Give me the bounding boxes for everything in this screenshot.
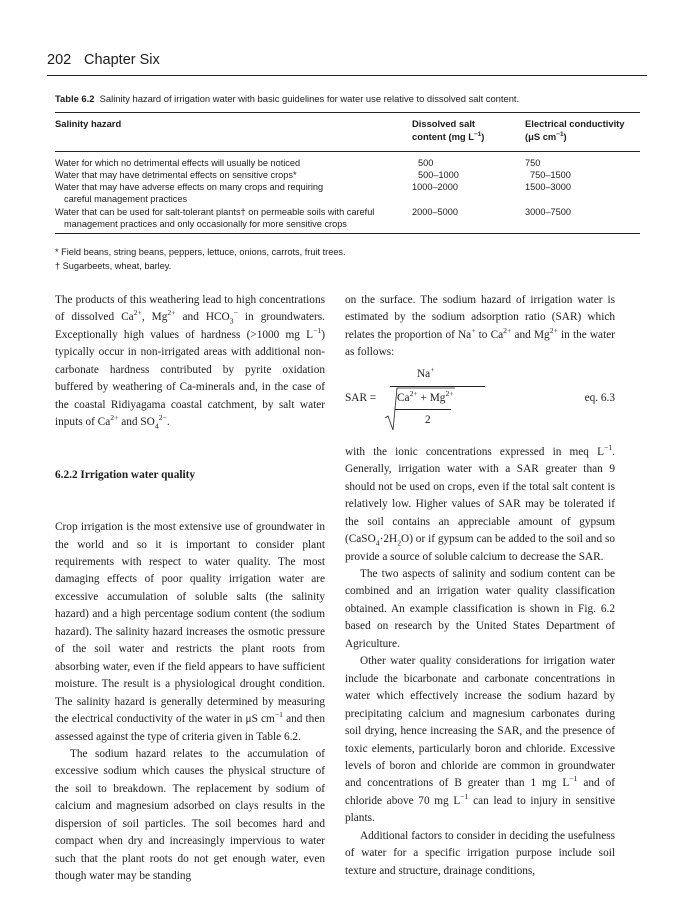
table-header-salt-line1: Dissolved salt (412, 118, 476, 129)
paragraph-sar-limits: with the ionic concentrations expressed in meq $L^{-1}$. Generally, irrigation water with a SAR greater than 9 should not be used on crops, even if the total salt content is relatively low. Higher values of SAR may be tolerated if the soil contains an appreciable amount of gypsum $(CaSO_4\cdot 2H_2O)$ or if gypsum can be added to the soil and so provide a source of soluble calcium to decrease the SAR. (345, 443, 615, 563)
equation-lhs: SAR = (345, 391, 377, 404)
equation-label: eq. 6.3 (584, 391, 615, 404)
chapter-title: Chapter Six (84, 52, 160, 68)
right-column (345, 292, 615, 880)
table-bottom-rule (55, 233, 640, 234)
table-row-4-hazard-line2: management practices and only occasionally for more sensitive crops (64, 219, 347, 229)
table-row-2-cond: 750–1500 (530, 170, 571, 180)
equation-inner-denominator: 2 (425, 413, 431, 426)
header-rule (47, 75, 647, 76)
table-header-conductivity (525, 117, 625, 143)
table-row-3-salt: 1000–2000 (412, 182, 458, 192)
sar-equation (345, 362, 615, 444)
left-column (55, 292, 325, 886)
paragraph-sar-intro: on the surface. The sodium hazard of irrigation water is estimated by the sodium adsorption ratio (SAR) which relates the proportion of Na+ to $Ca^{2+}$ and $Mg^{2+}$ in the water as follows: (345, 294, 615, 359)
table-caption-label: Table 6.2 (55, 93, 95, 104)
equation-inner-bar (395, 409, 451, 410)
table-header-salt-line2: content (mg $L^{-1}$) (412, 130, 485, 142)
equation-numerator: Na+ (417, 365, 435, 380)
equation-inner-numerator: $Ca^{2+} + Mg^{2+}$ (397, 389, 454, 404)
paragraph-other-considerations: Other water quality considerations for irrigation water include the bicarbonate and carbonate concentrations in water which effectively increase the sodium hazard by precipitating calcium and magnesium carbonates during soil drying, hence increasing the SAR, and the presence of toxic elements, particularly boron and chloride. Excessive levels of boron and chloride are common in groundwater and concentrations of B greater than 1 mg $L^{-1}$ and of chloride above 70 mg $L^{-1}$ can lead to injury in sensitive plants. (345, 655, 616, 825)
table-footnote-2: † Sugarbeets, wheat, barley. (55, 261, 172, 271)
paragraph-weathering: The products of this weathering lead to high concentrations of dissolved $Ca^{2+}$, $Mg^{2+}$ and $HCO_3^-$ in groundwaters. Exceptionally high values of hardness (>1000 mg $L^{-1}$) typically occur in non-irrigated areas with additional non-carbonate hardness contributed by pyrite oxidation buffered by weathering of Ca-minerals and, in the case of the coastal Ridiyagama coastal catchment, by salt water inputs of $Ca^{2+}$ and $SO_4^{2-}$. (55, 294, 326, 431)
table-row-1-hazard: Water for which no detrimental effects will usually be noticed (55, 158, 301, 168)
table-caption (55, 93, 519, 104)
equation-fraction-bar (390, 386, 485, 387)
paragraph-sodium-hazard: The sodium hazard relates to the accumulation of excessive sodium which causes the physical structure of the soil to breakdown. The replacement by sodium of calcium and magnesium adsorbed on clays results in the dispersion of soil particles. The soil becomes hard and compact when dry and increasingly impervious to water such that the plant roots do not get enough water, even though water may be standing (55, 747, 325, 883)
section-heading: 6.2.2 Irrigation water quality (55, 468, 196, 481)
table-row-3-hazard-line2: careful management practices (64, 194, 188, 204)
table-row-2-hazard: Water that may have detrimental effects on sensitive crops* (55, 170, 297, 180)
table-caption-text: Salinity hazard of irrigation water with basic guidelines for water use relative to dissolved salt content. (99, 93, 520, 104)
page-number: 202 (47, 52, 72, 68)
table-top-rule (55, 112, 640, 113)
table-row-4-hazard-line1: Water that can be used for salt-tolerant plants† on permeable soils with careful (55, 207, 375, 217)
table-row-3-hazard-line1: Water that may have adverse effects on many crops and requiring (55, 182, 324, 192)
table-row-1-cond: 750 (525, 158, 541, 168)
table-header-cond-line2: (μS $cm^{-1}$) (525, 130, 567, 142)
paragraph-classification: The two aspects of salinity and sodium content can be combined and an irrigation water quality classification obtained. An example classification is shown in Fig. 6.2 based on research by the United States Department of Agriculture. (345, 567, 615, 650)
table-row-3-cond: 1500–3000 (525, 182, 571, 192)
table-header-rule (55, 151, 640, 152)
table-footnote-1: * Field beans, string beans, peppers, lettuce, onions, carrots, fruit trees. (55, 247, 346, 257)
table-row-1-salt: 500 (418, 158, 434, 168)
paragraph-irrigation: Crop irrigation is the most extensive use of groundwater in the world and so it is important to consider plant requirements with respect to water quality. The most damaging effects of poor quality irrigation water are excessive accumulation of soluble salts (the salinity hazard) and a high percentage sodium content (the sodium hazard). The salinity hazard increases the osmotic pressure of the soil water and restricts the plant roots from absorbing water, even if the field appears to have sufficient moisture. The result is a physiological drought condition. The salinity hazard is generally determined by measuring the electrical conductivity of the water in μS $cm^{-1}$ and then assessed against the type of criteria given in Table 6.2. (55, 521, 325, 743)
table-header-salt (412, 117, 484, 143)
table-header-hazard: Salinity hazard (55, 118, 122, 129)
table-header-cond-line1: Electrical conductivity (525, 118, 625, 129)
paragraph-additional-factors: Additional factors to consider in deciding the usefulness of water for a specific irrigation purpose include soil texture and structure, drainage conditions, (345, 829, 615, 877)
table-row-4-salt: 2000–5000 (412, 207, 458, 217)
table-row-2-salt: 500–1000 (418, 170, 459, 180)
table-row-4-cond: 3000–7500 (525, 207, 571, 217)
